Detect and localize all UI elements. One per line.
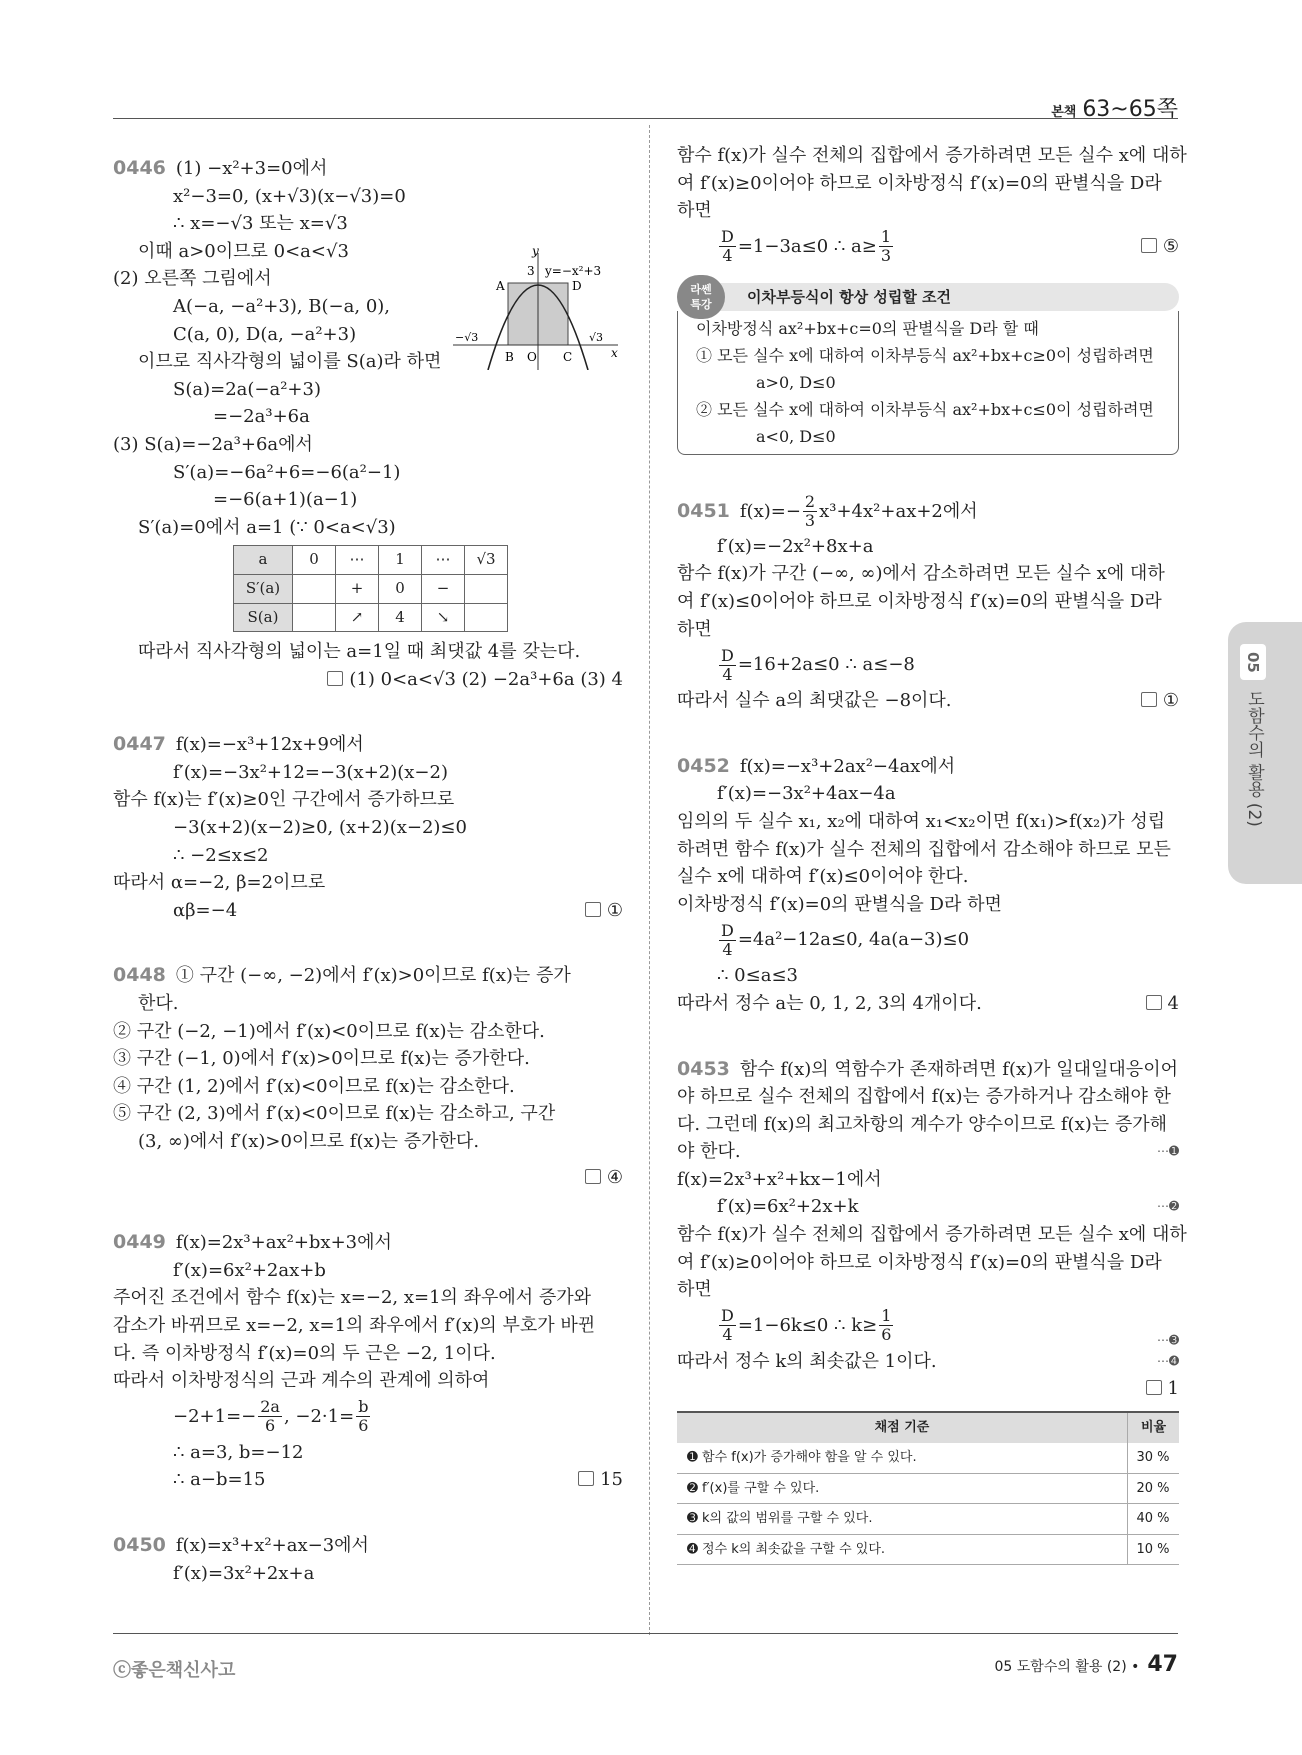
solution-line [677, 687, 1179, 715]
solution-text: 따라서 정수 k의 최솟값은 1이다. [677, 1350, 937, 1372]
solution-text: αβ=−4 [173, 899, 238, 921]
solution-line: 주어진 조건에서 함수 f(x)는 x=−2, x=1의 좌우에서 증가와 [113, 1287, 592, 1309]
denominator: 4 [722, 246, 733, 266]
table-cell: ↘ [422, 603, 465, 632]
answer-text: 15 [600, 1469, 623, 1491]
table-cell [465, 574, 508, 603]
solution-line: f(x)=2x³+ax²+bx+3에서 [175, 1232, 392, 1254]
solution-line: ∴ a=3, b=−12 [173, 1441, 304, 1463]
answer-text: 1 [1167, 1378, 1179, 1400]
numerator: 1 [881, 1306, 892, 1326]
ref-pages: 63~65쪽 [1082, 97, 1178, 122]
badge-bottom-text: 특강 [690, 297, 712, 311]
answer-icon [585, 902, 601, 917]
answer-line [578, 1466, 623, 1494]
solution-line: 실수 x에 대하여 f′(x)≤0이어야 한다. [677, 866, 969, 888]
solution-line: ① 구간 (−∞, −2)에서 f′(x)>0이므로 f(x)는 증가 [175, 965, 571, 987]
fraction [258, 1398, 282, 1435]
problem-0453 [677, 1056, 1187, 1566]
solution-line [677, 643, 1179, 687]
solution-line: C(a, 0), D(a, −a²+3) [173, 323, 357, 345]
tip-badge [677, 275, 725, 319]
solution-line: 하면 [677, 1279, 712, 1301]
answer-icon [585, 1169, 601, 1184]
answer-text: ① [606, 899, 623, 921]
footer-chapter [995, 1652, 1178, 1677]
solution-text: ∴ a−b=15 [173, 1469, 266, 1491]
problem-0448 [113, 962, 623, 1191]
solution-line: f(x)=−x³+12x+9에서 [175, 734, 364, 756]
fraction [719, 1307, 736, 1344]
equation-part: −2+1=− [173, 1405, 257, 1427]
solution-line: 함수 f(x)는 f′(x)≥0인 구간에서 증가하므로 [113, 789, 455, 811]
solution-line: 야 하므로 실수 전체의 집합에서 f(x)는 증가하거나 감소해야 한 [677, 1086, 1171, 1108]
fraction [719, 647, 736, 684]
solution-line [677, 1348, 1179, 1376]
answer-text: ① [1162, 690, 1179, 712]
solution-line: f′(x)=−3x²+12=−3(x+2)(x−2) [173, 761, 448, 783]
problem-number: 0453 [677, 1057, 730, 1080]
numerator: 2 [804, 492, 816, 512]
solution-line [113, 1466, 623, 1494]
problem-number: 0446 [113, 157, 166, 179]
equation-part: =4a²−12a≤0, 4a(a−3)≤0 [737, 929, 970, 951]
criterion-cell: ➋ f′(x)를 구할 수 있다. [677, 1473, 1128, 1504]
answer-line [1141, 225, 1179, 269]
solution-line: ∴ 0≤a≤3 [717, 965, 798, 987]
step-marker: ⋯➋ [1156, 1199, 1179, 1214]
page-header [0, 0, 1302, 125]
solution-line [677, 1304, 1179, 1348]
solution-line: ② 구간 (−2, −1)에서 f′(x)<0이므로 f(x)는 감소한다. [113, 1020, 545, 1042]
x-axis-label: x [611, 346, 618, 360]
solution-line: 하려면 함수 f(x)가 실수 전체의 집합에서 감소해야 하므로 모든 [677, 838, 1171, 860]
equation-part: =1−6k≤0 ∴ k≥ [737, 1314, 878, 1336]
ratio-cell: 40 % [1128, 1504, 1180, 1535]
problem-number: 0448 [113, 964, 166, 987]
solution-line: 임의의 두 실수 x₁, x₂에 대하여 x₁<x₂이면 f(x₁)>f(x₂)가 성립 [677, 810, 1166, 832]
solution-line: 함수 f(x)가 구간 (−∞, ∞)에서 감소하려면 모든 실수 x에 대하 [677, 563, 1165, 585]
step-marker: ⋯➍ [1156, 1353, 1179, 1368]
denominator: 4 [722, 939, 733, 959]
solution-line [113, 1395, 623, 1439]
answer-icon [578, 1471, 594, 1486]
solution-line: 이때 a>0이므로 0<a<√3 [138, 240, 349, 262]
fraction [719, 228, 736, 265]
numerator: D [721, 920, 734, 940]
ratio-cell: 20 % [1128, 1473, 1180, 1504]
table-cell: S(a) [234, 603, 293, 632]
step-marker: ⋯➊ [1156, 1144, 1179, 1159]
point-c-label: C [563, 350, 573, 364]
solution-line [677, 918, 1179, 962]
tip-line: ② 모든 실수 x에 대하여 이차부등식 ax²+bx+c≤0이 성립하려면 [696, 399, 1154, 419]
tip-line: ① 모든 실수 x에 대하여 이차부등식 ax²+bx+c≥0이 성립하려면 [696, 345, 1154, 365]
answer-line [1146, 990, 1179, 1018]
solution-line: 감소가 바뀌므로 x=−2, x=1의 좌우에서 f′(x)의 부호가 바뀐 [113, 1314, 596, 1336]
denominator: 4 [722, 664, 733, 684]
tip-line: a>0, D≤0 [756, 372, 836, 392]
table-cell: a [234, 546, 293, 575]
table-cell: 0 [293, 546, 336, 575]
solution-line: 여 f′(x)≥0이어야 하므로 이차방정식 f′(x)=0의 판별식을 D라 [677, 172, 1162, 194]
solution-line: 따라서 이차방정식의 근과 계수의 관계에 의하여 [113, 1370, 490, 1392]
denominator: 6 [265, 1416, 276, 1436]
numerator: 2a [260, 1397, 280, 1417]
table-cell [465, 603, 508, 632]
publisher-logo: ⓒ좋은책신사고 [113, 1660, 236, 1681]
denominator: 6 [881, 1325, 892, 1345]
answer-icon [1146, 1380, 1162, 1395]
footer-chapter-text: 05 도함수의 활용 (2) • [994, 1659, 1140, 1675]
solution-line: −3(x+2)(x−2)≥0, (x+2)(x−2)≤0 [173, 817, 467, 839]
numerator: D [721, 227, 734, 247]
table-cell: √3 [465, 546, 508, 575]
denominator: 3 [880, 246, 892, 266]
fraction [879, 1307, 893, 1344]
table-cell: S′(a) [234, 574, 293, 603]
increase-decrease-table [233, 545, 508, 632]
solution-line: 이차방정식 f′(x)=0의 판별식을 D라 하면 [677, 893, 1002, 915]
ratio-cell: 30 % [1128, 1443, 1180, 1473]
table-cell: + [336, 574, 379, 603]
fraction [879, 228, 893, 265]
fraction [356, 1398, 370, 1435]
numerator: D [721, 645, 734, 665]
equation-part: =1−3a≤0 ∴ a≥ [737, 235, 877, 257]
neg-root-label: −√3 [455, 331, 479, 344]
table-cell: − [422, 574, 465, 603]
solution-line: ④ 구간 (1, 2)에서 f′(x)<0이므로 f(x)는 감소한다. [113, 1075, 515, 1097]
solution-line: ⑤ 구간 (2, 3)에서 f′(x)<0이므로 f(x)는 감소하고, 구간 [113, 1103, 556, 1125]
badge-top-text: 라쎈 [690, 282, 712, 296]
answer-line [1141, 687, 1179, 715]
table-cell: ⋯ [422, 546, 465, 575]
fraction [803, 493, 817, 530]
solution-line: (2) 오른쪽 그림에서 [113, 268, 272, 290]
table-cell: ⋯ [336, 546, 379, 575]
equation-part: , −2·1= [283, 1405, 355, 1427]
equation-part: f(x)=− [739, 500, 801, 522]
table-row [677, 1443, 1179, 1473]
solution-line: S′(a)=0에서 a=1 (∵ 0<a<√3) [138, 516, 396, 538]
solution-line: f′(x)=3x²+2x+a [173, 1562, 315, 1584]
solution-line: S(a)=2a(−a²+3) [173, 378, 321, 400]
solution-line: (3, ∞)에서 f′(x)>0이므로 f(x)는 증가한다. [138, 1131, 480, 1152]
solution-line: 한다. [138, 993, 179, 1015]
numerator: b [358, 1397, 369, 1417]
solution-line: S′(a)=−6a²+6=−6(a²−1) [173, 461, 401, 483]
left-column [113, 155, 623, 1625]
header-rule [113, 118, 1178, 119]
page-footer [113, 1633, 1178, 1694]
answer-icon [327, 671, 343, 686]
column-divider [649, 125, 650, 1635]
origin-label: O [527, 350, 537, 364]
problem-number: 0449 [113, 1231, 166, 1254]
scoring-header: 채점 기준 [677, 1412, 1128, 1443]
solution-line: ③ 구간 (−1, 0)에서 f′(x)>0이므로 f(x)는 증가한다. [113, 1048, 530, 1070]
tip-title: 이차부등식이 항상 성립할 조건 [677, 283, 1179, 311]
problem-0452 [677, 753, 1179, 1018]
table-cell: ↗ [336, 603, 379, 632]
problem-number: 0451 [677, 499, 730, 522]
solution-line: 하면 [677, 200, 712, 222]
solution-line: =−6(a+1)(a−1) [213, 489, 358, 511]
solution-line: 따라서 직사각형의 넓이는 a=1일 때 최댓값 4를 갖는다. [138, 641, 581, 663]
step-marker: ⋯➌ [1156, 1332, 1179, 1347]
solution-line: 하면 [677, 618, 712, 640]
problem-number: 0447 [113, 733, 166, 756]
solution-line: 함수 f(x)의 역함수가 존재하려면 f(x)가 일대일대응이어 [739, 1058, 1178, 1080]
solution-line: f(x)=x³+x²+ax−3에서 [175, 1534, 369, 1556]
solution-line: 따라서 α=−2, β=2이므로 [113, 872, 326, 894]
problem-number: 0452 [677, 754, 730, 777]
problem-0450 [113, 1532, 623, 1587]
answer-line [677, 1375, 1179, 1403]
solution-text: 따라서 실수 a의 최댓값은 −8이다. [677, 690, 952, 712]
point-b-label: B [505, 350, 514, 364]
solution-line: =−2a³+6a [213, 406, 310, 428]
tip-box [677, 283, 1179, 455]
answer-line [113, 1164, 623, 1192]
curve-equation-label: y=−x²+3 [545, 264, 602, 278]
table-cell [293, 603, 336, 632]
solution-line [677, 225, 1179, 269]
solution-text: f′(x)=6x²+2x+k [717, 1196, 859, 1218]
solution-line: x²−3=0, (x+√3)(x−√3)=0 [173, 185, 406, 207]
chapter-title: 도함수의 활용 (2) [1244, 690, 1264, 827]
solution-line: 여 f′(x)≥0이어야 하므로 이차방정식 f′(x)=0의 판별식을 D라 [677, 1251, 1162, 1273]
table-row [677, 1534, 1179, 1565]
chapter-number: 05 [1240, 644, 1266, 680]
problem-0447 [113, 731, 623, 924]
solution-line [677, 990, 1179, 1018]
solution-line: f(x)=2x³+x²+kx−1에서 [677, 1168, 882, 1190]
table-cell: 4 [379, 603, 422, 632]
ratio-cell: 10 % [1128, 1534, 1180, 1565]
answer-text: (1) 0<a<√3 (2) −2a³+6a (3) 4 [349, 668, 623, 690]
solution-line: ∴ −2≤x≤2 [173, 844, 269, 866]
problem-0450-continued [677, 142, 1187, 269]
solution-line [677, 1193, 1179, 1221]
parabola-graph [453, 245, 623, 370]
table-row [677, 1473, 1179, 1504]
point-d-label: D [572, 279, 582, 293]
scoring-header: 비율 [1128, 1412, 1180, 1443]
criterion-cell: ➊ 함수 f(x)가 증가해야 함을 알 수 있다. [677, 1443, 1128, 1473]
y-intercept-label: 3 [527, 264, 535, 278]
tip-line: 이차방정식 ax²+bx+c=0의 판별식을 D라 할 때 [696, 318, 1039, 338]
answer-line [113, 666, 623, 694]
answer-icon [1146, 995, 1162, 1010]
solution-line: 다. 즉 이차방정식 f′(x)=0의 두 근은 −2, 1이다. [113, 1342, 496, 1364]
solution-line: 이므로 직사각형의 넓이를 S(a)라 하면 [138, 351, 442, 373]
solution-line: A(−a, −a²+3), B(−a, 0), [173, 295, 391, 317]
table-cell: 0 [379, 574, 422, 603]
numerator: 1 [880, 227, 892, 247]
point-a-label: A [496, 279, 505, 293]
solution-line: 여 f′(x)≤0이어야 하므로 이차방정식 f′(x)=0의 판별식을 D라 [677, 590, 1162, 612]
criterion-cell: ➍ 정수 k의 최솟값을 구할 수 있다. [677, 1534, 1128, 1565]
tip-body [677, 311, 1179, 455]
scoring-table [677, 1411, 1179, 1565]
solution-line [677, 1138, 1179, 1166]
fraction [719, 922, 736, 959]
table-row [677, 1504, 1179, 1535]
table-cell: 1 [379, 546, 422, 575]
solution-line: f′(x)=6x²+2ax+b [173, 1259, 326, 1281]
solution-line: (3) S(a)=−2a³+6a에서 [113, 433, 313, 455]
problem-0449 [113, 1229, 623, 1494]
solution-line: f(x)=−x³+2ax²−4ax에서 [739, 755, 956, 777]
chapter-side-tab [1228, 622, 1302, 884]
answer-icon [1141, 692, 1157, 707]
solution-line: f′(x)=−2x²+8x+a [717, 535, 874, 557]
tip-line: a<0, D≤0 [756, 426, 836, 446]
solution-line: ∴ x=−√3 또는 x=√3 [173, 213, 348, 235]
solution-text: 따라서 정수 a는 0, 1, 2, 3의 4개이다. [677, 992, 982, 1014]
problem-number: 0450 [113, 1533, 166, 1556]
equation-part: x³+4x²+ax+2에서 [819, 500, 978, 522]
solution-line: 다. 그런데 f(x)의 최고차항의 계수가 양수이므로 f(x)는 증가해 [677, 1113, 1168, 1135]
criterion-cell: ➌ k의 값의 범위를 구할 수 있다. [677, 1504, 1128, 1535]
pos-root-label: √3 [589, 331, 604, 344]
denominator: 4 [722, 1325, 733, 1345]
right-column [677, 142, 1187, 1565]
solution-line [113, 897, 623, 925]
solution-text: 야 한다. [677, 1141, 741, 1163]
answer-line [585, 897, 623, 925]
solution-line: 함수 f(x)가 실수 전체의 집합에서 증가하려면 모든 실수 x에 대하 [677, 145, 1187, 166]
answer-icon [1141, 238, 1157, 253]
equation-part: =16+2a≤0 ∴ a≤−8 [737, 654, 915, 676]
answer-text: ④ [606, 1166, 623, 1188]
y-axis-label: y [532, 245, 539, 258]
solution-line: f′(x)=−3x²+4ax−4a [717, 783, 896, 805]
ref-label: 본책 [1051, 105, 1077, 120]
answer-text: 4 [1167, 992, 1179, 1014]
solution-line: (1) −x²+3=0에서 [175, 158, 328, 179]
page-number: 47 [1147, 1652, 1178, 1677]
denominator: 6 [358, 1416, 369, 1436]
answer-text: ⑤ [1162, 235, 1179, 257]
table-cell [293, 574, 336, 603]
problem-0446 [113, 155, 623, 693]
denominator: 3 [804, 511, 816, 531]
problem-0451 [677, 489, 1179, 715]
solution-line: 함수 f(x)가 실수 전체의 집합에서 증가하려면 모든 실수 x에 대하 [677, 1224, 1187, 1246]
numerator: D [721, 1306, 734, 1326]
